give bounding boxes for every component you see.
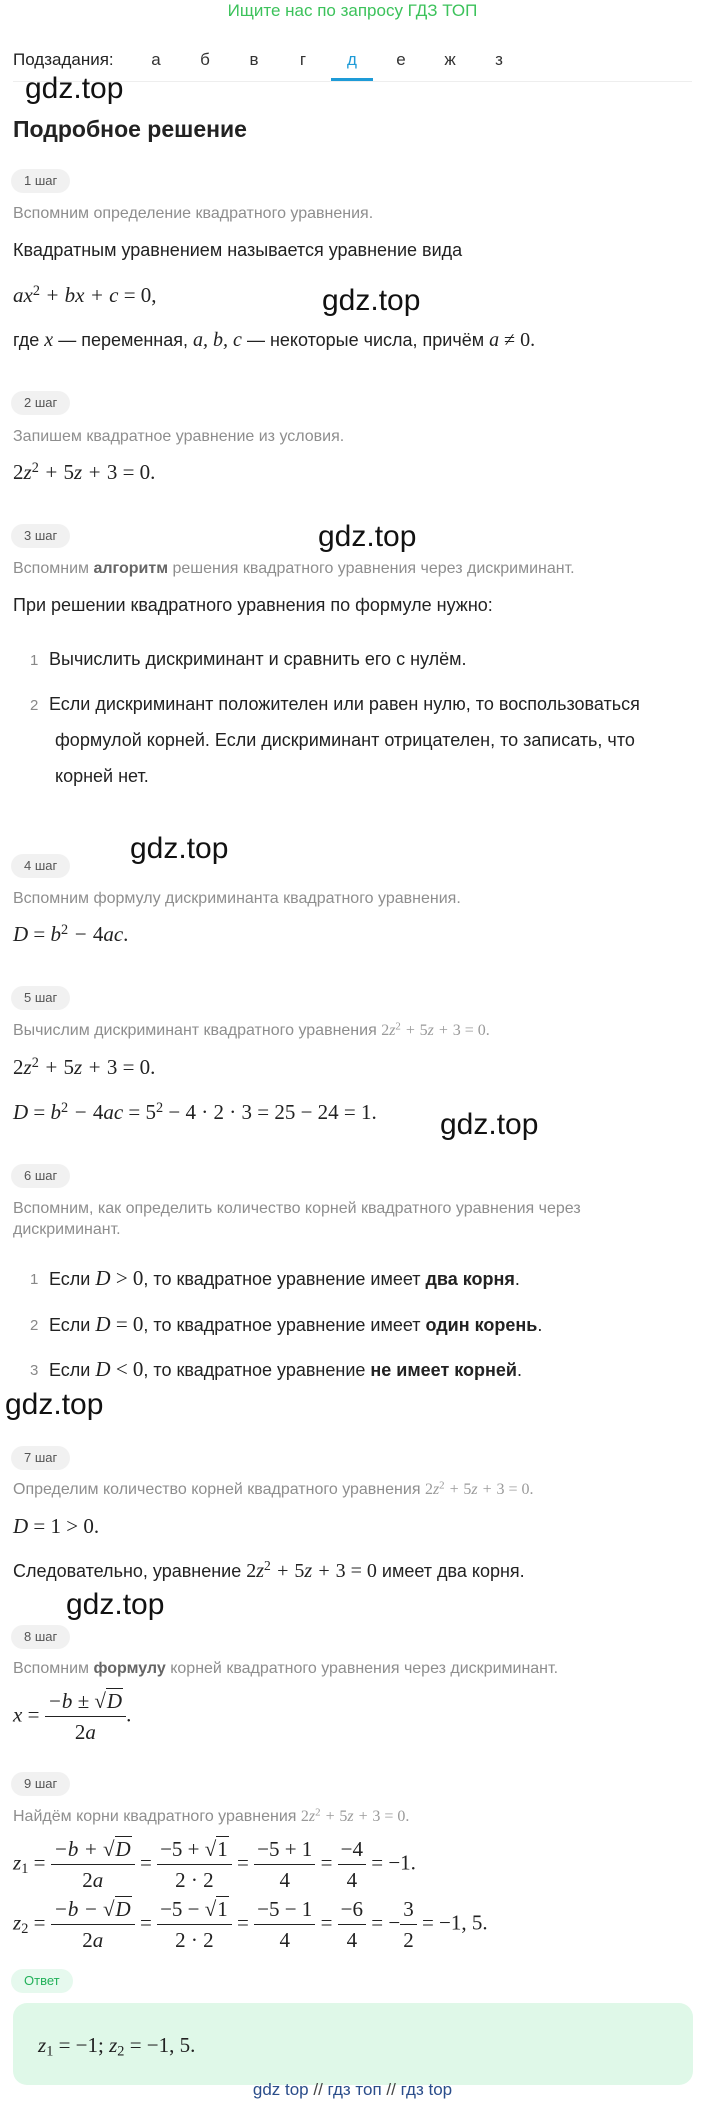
footer-link-gdz-top-mixed[interactable]: гдз top — [400, 2080, 453, 2099]
step-badge: 8 шаг — [11, 1625, 70, 1649]
answer-formula: $z_1 = -1$; $z_2 = -1$, 5. — [38, 2033, 196, 2060]
watermark: gdz.top — [25, 72, 124, 105]
step-hint: Найдём корни квадратного уравнения $2z^2 + 5z + 3 = 0$. — [13, 1806, 410, 1825]
formula: D = 1 > 0. — [13, 1514, 100, 1538]
watermark: gdz.top — [66, 1588, 165, 1621]
formula: $2z^2 + 5z + 3 = 0$. — [13, 459, 156, 484]
step-hint: Вспомним, как определить количество корней квадратного уравнения через — [13, 1200, 581, 1217]
footer-link-gdz-top-ru[interactable]: гдз топ — [327, 2080, 382, 2099]
step-badge: 9 шаг — [11, 1772, 70, 1796]
step-text: где x — переменная, a, b, c — некоторые числа, причём a ≠ 0. — [13, 329, 536, 351]
step-hint: Вспомним определение квадратного уравнения. — [13, 205, 374, 222]
list-item-number: 2 — [30, 697, 39, 714]
footer-links — [0, 2080, 705, 2100]
watermark: gdz.top — [130, 832, 229, 865]
active-tab-underline — [331, 78, 373, 81]
formula: $D = b^2 - 4ac$. — [13, 921, 129, 946]
answer-badge: Ответ — [11, 1969, 73, 1993]
list-item: Если D = 0, то квадратное уравнение имеет один корень. — [49, 1312, 543, 1336]
step-badge: 6 шаг — [11, 1164, 70, 1188]
step-text: Следовательно, уравнение $2z^2 + 5z + 3 = 0$ имеет два корня. — [13, 1558, 525, 1582]
tab-a[interactable]: а — [151, 50, 161, 69]
formula: $z_2$ = $\frac{-b - √D}{2a}$ = $\frac{-5 - √1}{2 \cdot 2}$ = $\frac{-5 - 1}{4}$ = $\frac{-6}{4}$ = − $\frac{3}{2}$ = −1, 5. — [13, 1894, 488, 1955]
list-item: Вычислить дискриминант и сравнить его с нулём. — [49, 649, 467, 669]
tab-zh[interactable]: ж — [444, 50, 456, 69]
tab-v[interactable]: в — [249, 50, 259, 69]
list-item: формулой корней. Если дискриминант отрицателен, то записать, что — [55, 730, 635, 750]
formula: x = $\frac{-b \pm √D}{2a}$ . — [13, 1686, 131, 1747]
step-badge: 1 шаг — [11, 169, 70, 193]
step-hint: Вспомним алгоритм решения квадратного уравнения через дискриминант. — [13, 560, 575, 577]
tab-b[interactable]: б — [200, 50, 210, 69]
step-hint: Запишем квадратное уравнение из условия. — [13, 428, 345, 445]
formula: $D = b^2 - 4ac = 5^2 - 4 \cdot 2 \cdot 3 = 25 - 24 = 1$. — [13, 1099, 377, 1124]
promo-banner[interactable]: Ищите нас по запросу ГДЗ ТОП — [227, 1, 478, 20]
watermark: gdz.top — [5, 1388, 104, 1421]
step-badge: 7 шаг — [11, 1446, 70, 1470]
list-item: Если D > 0, то квадратное уравнение имеет два корня. — [49, 1266, 520, 1290]
formula: $ax^2$ + bx + c = 0, — [13, 282, 157, 307]
list-item-number: 1 — [30, 652, 39, 669]
step-badge: 5 шаг — [11, 986, 70, 1010]
list-item: Если дискриминант положителен или равен нулю, то воспользоваться — [49, 694, 640, 714]
answer-box — [13, 2003, 693, 2085]
list-item-number: 3 — [30, 1362, 39, 1379]
step-text: Квадратным уравнением называется уравнение вида — [13, 240, 463, 260]
watermark: gdz.top — [322, 284, 421, 317]
formula: $2z^2 + 5z + 3 = 0$. — [13, 1054, 156, 1079]
tab-e[interactable]: е — [396, 50, 406, 69]
step-badge: 3 шаг — [11, 524, 70, 548]
page-title: Подробное решение — [13, 116, 247, 142]
footer-separator: // — [313, 2080, 323, 2099]
footer-separator: // — [386, 2080, 396, 2099]
list-item-number: 1 — [30, 1271, 39, 1288]
step-badge: 4 шаг — [11, 854, 70, 878]
step-hint: Вспомним формулу корней квадратного уравнения через дискриминант. — [13, 1660, 559, 1677]
step-text: При решении квадратного уравнения по формуле нужно: — [13, 595, 493, 615]
tab-d[interactable]: д — [347, 50, 357, 69]
list-item: корней нет. — [55, 766, 149, 786]
list-item-number: 2 — [30, 1317, 39, 1334]
watermark: gdz.top — [318, 520, 417, 553]
step-badge: 2 шаг — [11, 391, 70, 415]
tab-z[interactable]: з — [495, 50, 503, 69]
step-hint: Вспомним формулу дискриминанта квадратного уравнения. — [13, 890, 461, 907]
watermark: gdz.top — [440, 1108, 539, 1141]
list-item: Если D < 0, то квадратное уравнение не имеет корней. — [49, 1357, 522, 1381]
step-hint: Вычислим дискриминант квадратного уравнения $2z^2 + 5z + 3 = 0$. — [13, 1020, 490, 1039]
tab-g[interactable]: г — [299, 50, 307, 69]
footer-link-gdz-top[interactable]: gdz top — [252, 2080, 309, 2099]
step-hint: дискриминант. — [13, 1221, 121, 1238]
formula: $z_1$ = $\frac{-b + √D}{2a}$ = $\frac{-5 + √1}{2 \cdot 2}$ = $\frac{-5 + 1}{4}$ = $\frac{-4}{4}$ = −1. — [13, 1834, 416, 1895]
subtasks-label: Подзадания: — [13, 50, 114, 69]
step-hint: Определим количество корней квадратного уравнения $2z^2 + 5z + 3 = 0$. — [13, 1479, 534, 1498]
